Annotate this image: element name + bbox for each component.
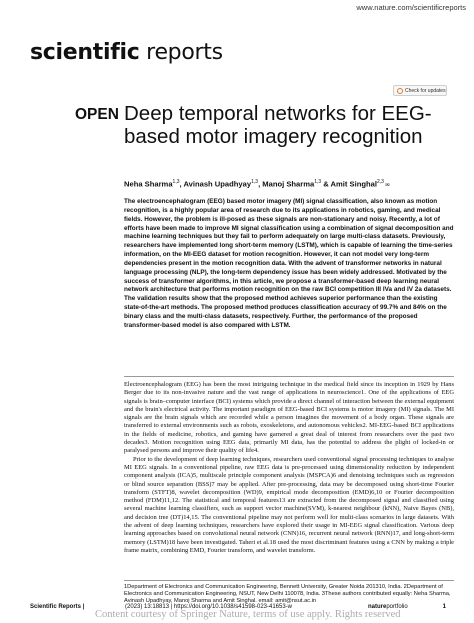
body-text (124, 381, 454, 555)
affiliations-footnote: 1Department of Electronics and Communication Engineering, Bennett University, Greater Noida 201310, India. 2Department of Electronics and Communication Engineering, NSUT, New Delhi 110078, India. 3These authors contributed equally: Neha Sharma, Avinash Upadhyay, Manoj Sharma and Amit Singhal. email: amit@nsut.ac.in (124, 584, 451, 605)
article-title: Deep temporal networks for EEG-based motor imagery recognition (124, 102, 432, 148)
footer-journal: Scientific Reports | (30, 604, 85, 610)
journal-name-bold: scientific (30, 40, 140, 65)
abstract: The electroencephalogram (EEG) based motor imagery (MI) signal classification, also known as motion recognition, is a highly popular area of research due to its applications in robotics, gaming, and medical fields. However, the problem is ill-posed as these signals are non-stationary and noisy. Recently, a lot of efforts have been made to improve MI signal classification using a combination of signal decomposition and machine learning techniques but they fail to perform adequately on large multi-class datasets. Previously, researchers have implemented long short-term memory (LSTM), which is capable of learning the time-series information, on the MI-EEG dataset for motion recognition. However, it can not model very long-term dependencies present in the motion recognition data. With the advent of transformer networks in natural language processing (NLP), the long-term dependency issue has been widely addressed. Motivated by the success of transformer algorithms, in this article, we propose a transformer-based deep learning neural network architecture that performs motion recognition on the raw BCI competition III IVa and IV 2a datasets. The validation results show that the proposed method achieves superior performance than the existing state-of-the-art methods. The proposed method produces classification accuracy of 99.7% and 84% on the binary class and the multi-class datasets, respectively. Further, the performance of the proposed transformer-based model is also compared with LSTM. (124, 198, 454, 329)
check-for-updates-button[interactable] (393, 85, 447, 96)
body-paragraph: Electroencephalogram (EEG) has been the most intriguing technique in the medical field since its inception in 1929 by Hans Berger due to its non-invasive nature and the vast range of applications in neuroscience1. One of the applications of EEG signals is brain–computer interface (BCI) systems which provide a direct channel of interaction between the external equipment and the brain's electrical activity. The important paradigm of EEG-based BCI systems is motor imagery (MI) signals. The MI signals are the brain signals which are recorded while a person imagines the movement of a body organ. These signals are transferred to external environments such as robots, exoskeletons, and autonomous vehicles2. MI-EEG-based BCI applications in the fields of medicine, robotics, and gaming have garnered a great deal of interest from researchers over the past two decades3. Motion recognition using EEG data, primarily MI data, has the potential to address the plight of locked-in or paralysed persons and improve their quality of life4. (124, 381, 454, 455)
abstract-divider (124, 376, 454, 377)
publisher-light: portfolio (386, 604, 408, 610)
journal-name-light: reports (139, 40, 223, 65)
copyright-watermark: Content courtesy of Springer Nature, terms of use apply. Rights reserved (95, 609, 401, 620)
journal-logo (30, 40, 223, 65)
footnote-divider (124, 580, 454, 581)
publisher-bold: nature (368, 604, 387, 610)
footer-citation[interactable]: (2023) 13:18813 | https://doi.org/10.1038/s41598-023-41653-w (125, 604, 293, 610)
open-access-label: OPEN (75, 106, 119, 123)
body-paragraph: Prior to the development of deep learning techniques, researchers used conventional signal processing techniques to analyse MI EEG signals. In a conventional pipeline, raw EEG data is pre-processed using dimensionality reduction by independent component analysis (ICA)5, multiscale principle component analysis (MSPCA)6 and denoising techniques such as regression or blind source separation (BSS)7 may be applied. After pre-processing, data may be decomposed using short-time Fourier transform (STFT)8, wavelet decomposition (WD)9, empirical mode decomposition (EMD)6,10 or Fourier decomposition method (FDM)11,12. The statistical and temporal features13 are extracted from the decomposed signal and classified using several machine learning classifiers, such as support vector machine(SVM), k-nearest neighbour (kNN), Naive Bayes (NB), and decision tree (DT)14,15. The conventional pipeline may not perform well for multi-class scenarios in large datasets. With the advent of deep learning techniques, researchers have explored their usage in MI-EEG signal classification. Various deep learning approaches based on convolutional neural network (CNN)16, recurrent neural network (RNN)17, and long-short-term memory (LSTM)18 have been investigated. Taheri et al.18 used the most discriminant features using a CNN by making a triple frame matrix, combining EMD, Fourier transform, and wavelet transform. (124, 455, 454, 554)
check-for-updates-label: Check for updates (405, 87, 446, 94)
page-number: 1 (442, 604, 446, 610)
journal-url[interactable]: www.nature.com/scientificreports (356, 3, 466, 12)
refresh-icon (397, 88, 403, 94)
author-list: Neha Sharma$^{1,3}$, Avinash Upadhyay$^{1,3}$, Manoj Sharma$^{1,3}$ & Amit Singhal$^{2,3}$ ✉ (124, 179, 390, 189)
